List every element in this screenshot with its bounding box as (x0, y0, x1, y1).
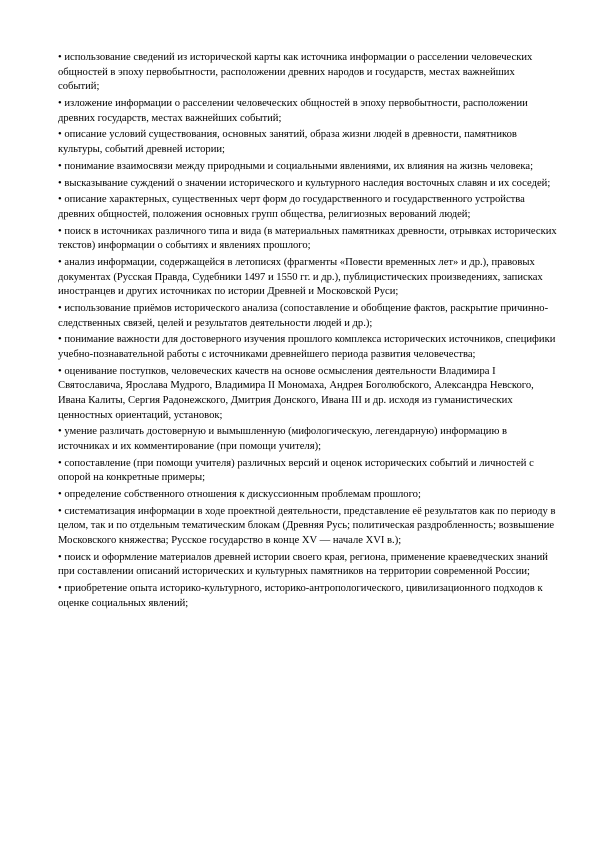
bullet-icon: • (58, 129, 62, 141)
list-item (58, 193, 558, 222)
bullet-icon: • (58, 457, 62, 469)
bullet-icon: • (58, 160, 62, 172)
list-item (58, 488, 558, 503)
list-item-text: использование сведений из исторической карты как источника информации о расселении человеческих общностей в эпоху первобытности, расположении древних народов и государств, местах важнейших событий; (58, 52, 533, 93)
list-item-text: определение собственного отношения к дискуссионным проблемам прошлого; (64, 489, 421, 501)
list-item (58, 365, 558, 423)
list-item-text: поиск в источниках различного типа и вида (в материальных памятниках древности, отрывках исторических текстов) информации о событиях и явлениях прошлого; (58, 225, 557, 252)
list-item-text: высказывание суждений о значении исторического и культурного наследия восточных славян и их соседей; (64, 177, 551, 189)
list-item-text: понимание взаимосвязи между природными и социальными явлениями, их влияния на жизнь человека; (64, 160, 534, 172)
list-item (58, 225, 558, 254)
list-item (58, 51, 558, 95)
list-item-text: изложение информации о расселении человеческих общностей в эпоху первобытности, расположении древних государств, местах важнейших событий; (58, 97, 528, 124)
bullet-icon: • (58, 365, 62, 377)
bullet-icon: • (58, 52, 62, 63)
list-item (58, 97, 558, 126)
list-item (58, 582, 558, 611)
bullet-icon: • (58, 505, 62, 517)
list-item (58, 425, 558, 454)
list-item (58, 302, 558, 331)
list-item-text: описание условий существования, основных занятий, образа жизни людей в древности, памятников культуры, событий древней истории; (58, 129, 517, 155)
bullet-icon: • (58, 257, 62, 269)
list-item-text: использование приёмов исторического анализа (сопоставление и обобщение фактов, раскрытие причинно-следственных связей, целей и результатов деятельности людей и др.); (58, 303, 549, 329)
list-item-text: сопоставление (при помощи учителя) различных версий и оценок исторических событий и личностей с опорой на конкретные примеры; (58, 457, 534, 484)
list-item-text: поиск и оформление материалов древней истории своего края, региона, применение краеведческих знаний при составлении описаний исторических и культурных памятников на территории современной России; (58, 551, 548, 578)
list-item (58, 505, 558, 549)
list-item (58, 128, 558, 157)
bullet-icon: • (58, 489, 62, 501)
list-item (58, 551, 558, 580)
bullet-icon: • (58, 177, 62, 189)
list-item (58, 457, 558, 486)
list-item-text: описание характерных, существенных черт форм до государственного и государственного устройства древних общностей, положения основных групп общества, религиозных верований людей; (58, 194, 525, 220)
list-item-text: понимание важности для достоверного изучения прошлого комплекса исторических источников, специфики учебно-познавательной работы с источниками древнейшего периода развития человечества; (58, 334, 556, 360)
list-item (58, 177, 558, 192)
bullet-icon: • (58, 583, 62, 595)
bullet-icon: • (58, 97, 62, 109)
list-item-text: систематизация информации в ходе проектной деятельности, представление её результатов как по периоду в целом, так и по отдельным тематическим блокам (Древняя Русь; политическая раздробленность; возвышение Московского княжества; Русское государство в конце XV — начале XVI в.); (58, 505, 556, 547)
list-item-text: приобретение опыта историко-культурного, историко-антропологического, цивилизационного подходов к оценке социальных явлений; (58, 583, 543, 609)
bullet-icon: • (58, 225, 62, 237)
bullet-icon: • (58, 194, 62, 206)
list-item-text: оценивание поступков, человеческих качеств на основе осмысления деятельности Владимира I Святославича, Ярослава Мудрого, Владимира II Мономаха, Андрея Боголюбского, Александра Невского, Ивана Калиты, Сергия Радонежского, Дмитрия Донского, Ивана III и др. исходя из гуманистических ценностных ориентаций, установок; (58, 365, 534, 421)
list-item-text: анализ информации, содержащейся в летописях (фрагменты «Повести временных лет» и др.), правовых документах (Русская Правда, Судебники 1497 и 1550 гг. и др.), публицистических произведениях, записках иностранцев и других источниках по истории Древней и Московской Руси; (58, 257, 543, 298)
bullet-icon: • (58, 551, 62, 563)
document-body (58, 51, 558, 614)
bullet-icon: • (58, 334, 62, 346)
bullet-icon: • (58, 303, 62, 314)
list-item (58, 256, 558, 300)
list-item-text: умение различать достоверную и вымышленную (мифологическую, легендарную) информацию в источниках и их комментирование (при помощи учителя); (58, 426, 508, 452)
list-item (58, 160, 558, 175)
list-item (58, 333, 558, 362)
bullet-icon: • (58, 426, 62, 438)
